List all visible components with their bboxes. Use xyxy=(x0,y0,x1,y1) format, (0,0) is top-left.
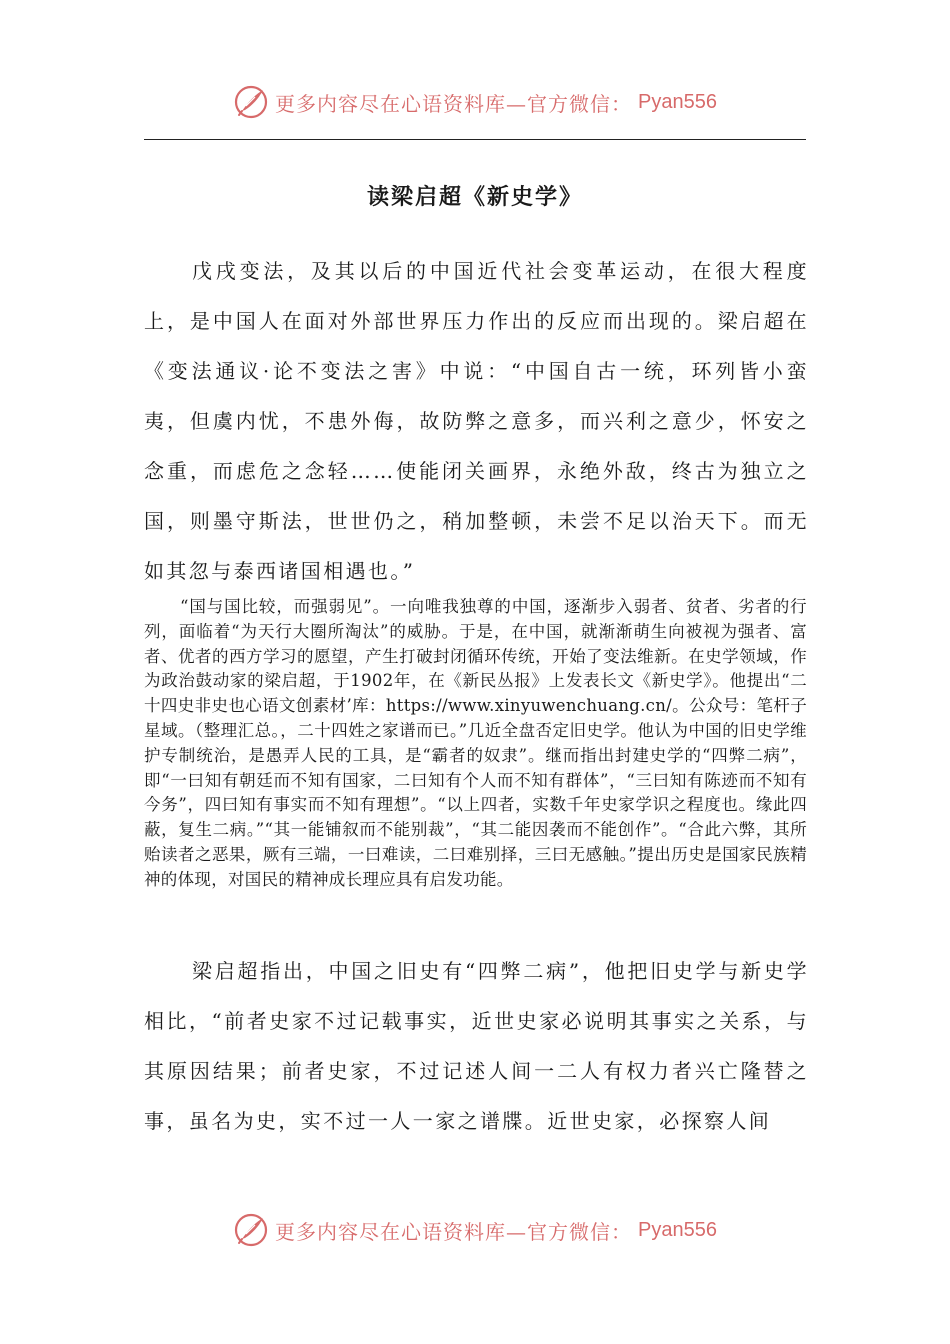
watermark-text: 更多内容尽在心语资料库—官方微信： xyxy=(275,91,633,116)
watermark-text: 更多内容尽在心语资料库—官方微信： xyxy=(275,1219,633,1244)
paragraph-2: “国与国比较，而强弱见”。一向唯我独尊的中国，逐渐步入弱者、贫者、劣者的行列，面临着“为天行大圈所淘汰”的威胁。于是，在中国，就渐渐萌生向被视为强者、富者、优者的西方学习的愿望，产生打破封闭循环传统，开始了变法维新。在史学领域，作为政治鼓动家的梁启超，于1902年，在《新民丛报》上发表长文《新史学》。他提出“二十四史非史也心语文创素材’库：https://www.xinyuwenchuang.cn/。公众号：笔杆子星域。（整理汇总。，二十四姓之家谱而已。”几近全盘否定旧史学。他认为中国的旧史学维护专制统治，是愚弄人民的工具，是“霸者的奴隶”。继而指出封建史学的“四弊二病”，即“一曰知有朝廷而不知有国家，二曰知有个人而不知有群体”，“三曰知有陈迹而不知有今务”，四曰知有事实而不知有理想”。“以上四者，实数千年史家学识之程度也。缘此四蔽，复生二病。”“其一能铺叙而不能别裁”，“其二能因袭而不能创作”。“合此六弊，其所贻读者之恶果，厥有三端，一曰难读，二曰难别择，三曰无感触。”提出历史是国家民族精神的体现，对国民的精神成长理应具有启发功能。 xyxy=(144,597,807,889)
watermark-wechat-id: Pyan556 xyxy=(638,1218,717,1241)
watermark-wechat-id: Pyan556 xyxy=(638,90,717,113)
footer-watermark xyxy=(0,1210,950,1250)
paragraph-1: 戊戌变法，及其以后的中国近代社会变革运动，在很大程度上，是中国人在面对外部世界压力作出的反应而出现的。梁启超在《变法通议·论不变法之害》中说：“中国自古一统，环列皆小蛮夷，但虞内忧，不患外侮，故防弊之意多，而兴利之意少，怀安之念重，而虑危之念轻……使能闭关画界，永绝外敌，终古为独立之国，则墨守斯法，世世仍之，稍加整顿，未尝不足以治天下。而无如其忽与泰西诸国相遇也。” xyxy=(144,259,809,583)
quill-logo-icon xyxy=(233,1212,269,1248)
header-divider xyxy=(144,139,806,140)
document-title: 读梁启超《新史学》 xyxy=(366,184,583,210)
paragraph-3: 梁启超指出，中国之旧史有“四弊二病”，他把旧史学与新史学相比，“前者史家不过记载事实，近世史家必说明其事实之关系，与其原因结果；前者史家，不过记述人间一二人有权力者兴亡隆替之事，虽名为史，实不过一人一家之谱牒。近世史家，必探察人间 xyxy=(144,959,809,1133)
quill-logo-icon xyxy=(233,84,269,120)
header-watermark xyxy=(0,82,950,122)
